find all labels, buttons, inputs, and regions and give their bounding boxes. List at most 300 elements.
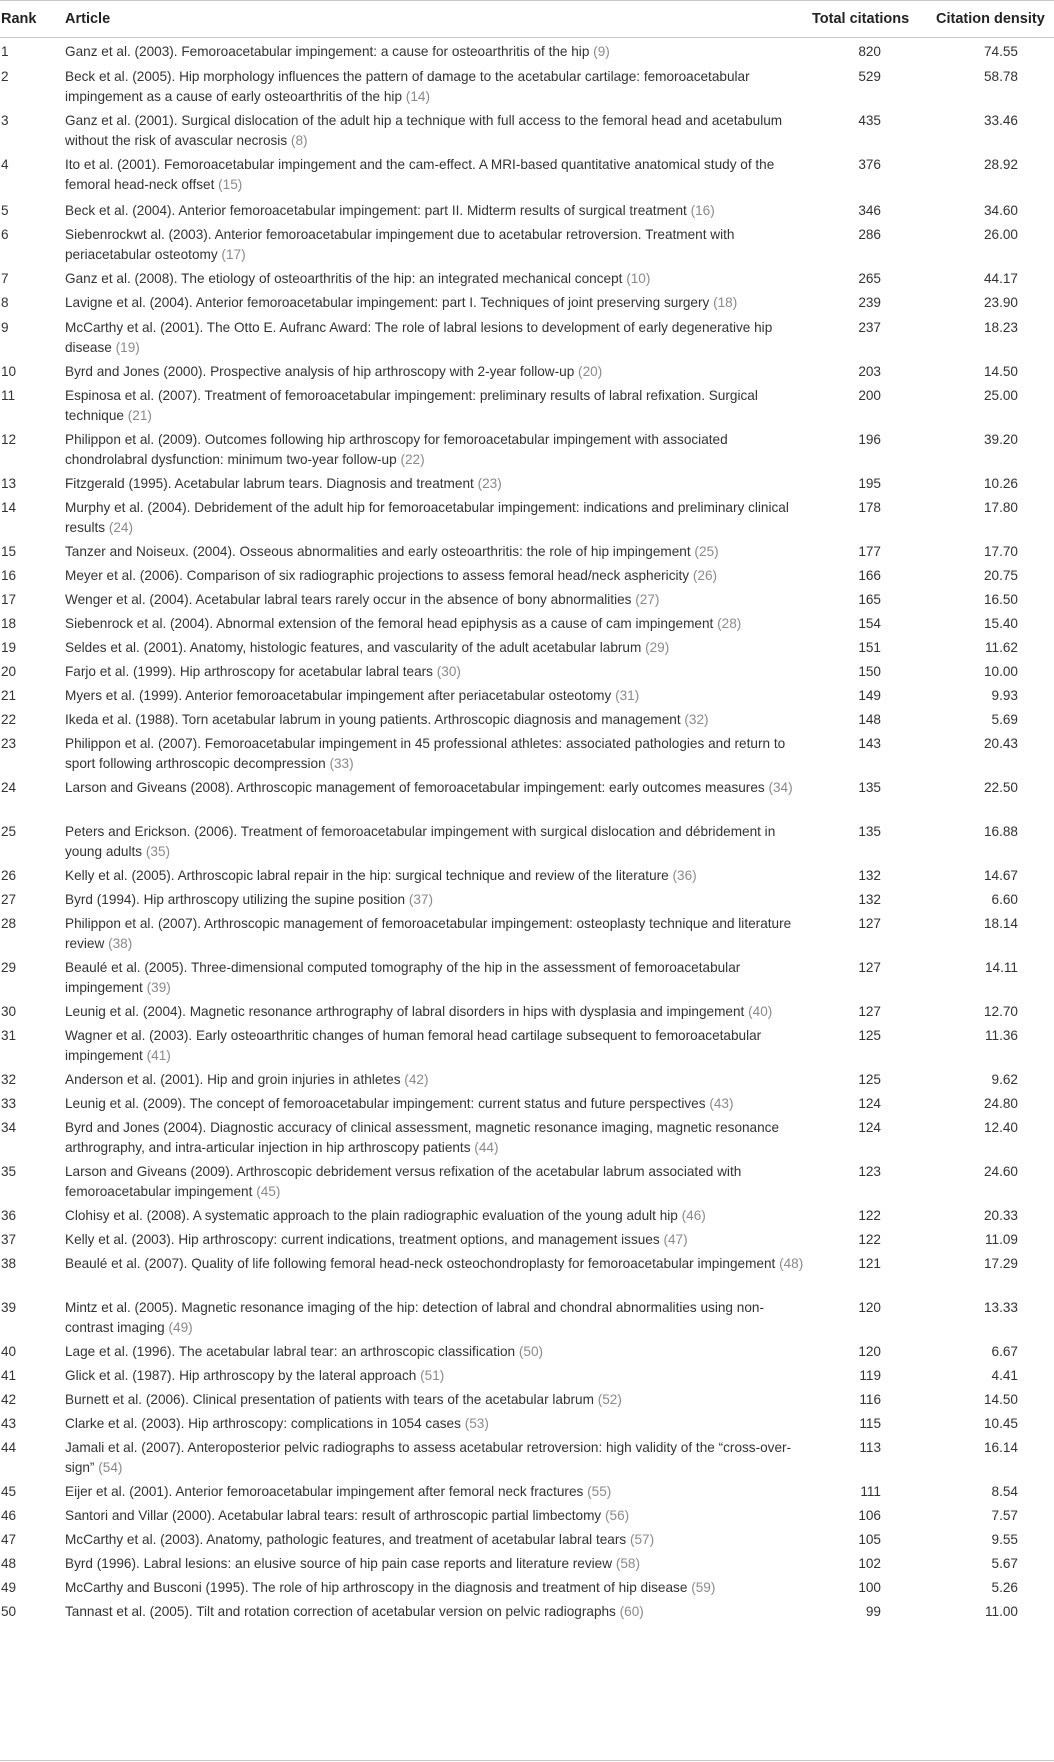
reference-link[interactable]: (33)	[329, 755, 354, 771]
article-cell	[65, 914, 805, 953]
article-text: Murphy et al. (2004). Debridement of the adult hip for femoroacetabular impingement: indications and preliminary clinical results	[65, 500, 789, 535]
rank-cell: 49	[1, 1580, 17, 1595]
total-citations-cell: 135	[858, 824, 881, 839]
article-cell	[65, 269, 805, 289]
rank-cell: 33	[1, 1096, 17, 1111]
article-text: Espinosa et al. (2007). Treatment of femoroacetabular impingement: preliminary results of labral refixation. Surgical technique	[65, 388, 758, 423]
total-citations-cell: 127	[858, 916, 881, 931]
citation-density-cell: 14.50	[983, 364, 1018, 379]
citation-density-cell: 9.62	[991, 1072, 1018, 1087]
article-cell	[65, 542, 805, 562]
article-cell	[65, 1094, 805, 1114]
article-cell	[65, 1162, 805, 1201]
reference-link[interactable]: (32)	[684, 712, 709, 727]
rank-cell: 47	[1, 1532, 17, 1547]
reference-link[interactable]: (55)	[587, 1484, 612, 1499]
article-cell	[65, 1414, 805, 1434]
total-citations-cell: 115	[859, 1416, 881, 1431]
total-citations-cell: 529	[858, 69, 881, 84]
rank-cell: 11	[1, 388, 16, 403]
citation-density-cell: 14.11	[984, 960, 1018, 975]
total-citations-cell: 125	[858, 1028, 881, 1043]
rank-cell: 20	[1, 664, 17, 679]
reference-link[interactable]: (50)	[518, 1344, 544, 1359]
article-text: Philippon et al. (2007). Femoroacetabular impingement in 45 professional athletes: associated pathologies and return to sport following arthroscopic decompression	[65, 736, 786, 771]
article-text: Kelly et al. (2005). Arthroscopic labral repair in the hip: surgical technique and review of the literature	[65, 868, 669, 883]
citation-density-cell: 12.70	[983, 1004, 1018, 1019]
citation-density-cell: 20.33	[983, 1208, 1018, 1223]
citation-density-cell: 9.55	[991, 1532, 1018, 1547]
header-rank: Rank	[1, 11, 37, 27]
reference-link[interactable]: (30)	[436, 664, 461, 679]
rank-cell: 41	[1, 1368, 17, 1383]
total-citations-cell: 286	[858, 227, 881, 242]
rank-cell: 5	[1, 203, 9, 218]
reference-link[interactable]: (59)	[691, 1580, 716, 1595]
reference-link[interactable]: (49)	[168, 1319, 193, 1335]
article-text: Tanzer and Noiseux. (2004). Osseous abnormalities and early osteoarthritis: the role of hip impingement	[65, 544, 691, 559]
reference-link[interactable]: (31)	[615, 688, 640, 703]
rank-cell: 35	[1, 1164, 17, 1179]
reference-link[interactable]: (53)	[464, 1416, 489, 1431]
rank-cell: 32	[1, 1072, 17, 1087]
article-cell	[65, 1530, 805, 1550]
total-citations-cell: 177	[858, 544, 881, 559]
article-text: Byrd and Jones (2000). Prospective analysis of hip arthroscopy with 2-year follow-up	[65, 364, 575, 379]
reference-link[interactable]: (10)	[626, 271, 651, 286]
citation-density-cell: 11.00	[984, 1604, 1018, 1619]
citation-density-cell: 58.78	[983, 69, 1018, 84]
article-text: Beck et al. (2005). Hip morphology influences the pattern of damage to the acetabular cartilage: femoroacetabular impingement as a cause of early osteoarthritis of the hip	[65, 69, 750, 104]
article-cell	[65, 1298, 805, 1337]
total-citations-cell: 106	[858, 1508, 881, 1523]
reference-link[interactable]: (58)	[615, 1556, 641, 1571]
bottom-rule	[0, 1760, 1054, 1761]
citation-density-cell: 16.14	[983, 1440, 1018, 1455]
article-cell	[65, 710, 805, 730]
citation-density-cell: 14.67	[983, 868, 1018, 883]
total-citations-cell: 105	[858, 1532, 881, 1547]
article-text: Eijer et al. (2001). Anterior femoroacetabular impingement after femoral neck fractures	[65, 1484, 584, 1499]
article-cell	[65, 1438, 805, 1477]
article-text: Ganz et al. (2001). Surgical dislocation of the adult hip a technique with full access to the femoral head and acetabulum without the risk of avascular necrosis	[65, 113, 783, 148]
citation-density-cell: 24.80	[983, 1096, 1018, 1111]
citation-density-cell: 44.17	[983, 271, 1018, 286]
total-citations-cell: 113	[859, 1440, 881, 1455]
article-text: Beck et al. (2004). Anterior femoroacetabular impingement: part II. Midterm results of surgical treatment	[65, 203, 687, 218]
reference-link[interactable]: (35)	[145, 843, 171, 859]
reference-link[interactable]: (21)	[127, 407, 152, 423]
total-citations-cell: 376	[858, 157, 881, 172]
total-citations-cell: 237	[858, 320, 881, 335]
article-cell	[65, 614, 805, 634]
rank-cell: 37	[1, 1232, 17, 1247]
article-text: Fitzgerald (1995). Acetabular labrum tears. Diagnosis and treatment	[65, 476, 474, 491]
citation-density-cell: 14.50	[983, 1392, 1018, 1407]
total-citations-cell: 346	[858, 203, 881, 218]
total-citations-cell: 195	[858, 476, 881, 491]
article-text: Larson and Giveans (2009). Arthroscopic debridement versus refixation of the acetabular labrum associated with femoroacetabular impingement	[65, 1164, 742, 1199]
total-citations-cell: 127	[858, 960, 881, 975]
rank-cell: 25	[1, 824, 17, 839]
rank-cell: 18	[1, 616, 17, 631]
citation-density-cell: 11.62	[984, 640, 1018, 655]
table-header	[0, 0, 1054, 38]
reference-link[interactable]: (18)	[713, 295, 738, 310]
reference-link[interactable]: (57)	[629, 1532, 655, 1547]
reference-link[interactable]: (46)	[681, 1208, 706, 1223]
rank-cell: 48	[1, 1556, 17, 1571]
article-text: Siebenrock et al. (2004). Abnormal extension of the femoral head epiphysis as a cause of cam impingement	[65, 616, 714, 631]
reference-link[interactable]: (51)	[420, 1368, 445, 1383]
rank-cell: 15	[1, 544, 17, 559]
reference-link[interactable]: (60)	[619, 1604, 644, 1619]
rank-cell: 29	[1, 960, 17, 975]
total-citations-cell: 154	[858, 616, 881, 631]
citation-density-cell: 16.88	[983, 824, 1018, 839]
citation-density-cell: 12.40	[983, 1120, 1018, 1135]
reference-link[interactable]: (44)	[474, 1139, 499, 1155]
article-cell	[65, 590, 805, 610]
citation-density-cell: 5.67	[991, 1556, 1018, 1571]
rank-cell: 39	[1, 1300, 17, 1315]
reference-link[interactable]: (28)	[717, 616, 742, 631]
article-cell	[65, 1342, 805, 1362]
article-text: Mintz et al. (2005). Magnetic resonance imaging of the hip: detection of labral and chondral abnormalities using non-contrast imaging	[65, 1300, 764, 1335]
article-cell	[65, 1482, 805, 1502]
rank-cell: 27	[1, 892, 17, 907]
reference-link[interactable]: (26)	[692, 568, 718, 583]
total-citations-cell: 143	[858, 736, 881, 751]
article-cell	[65, 1026, 805, 1065]
citation-density-cell: 23.90	[983, 295, 1018, 310]
reference-link[interactable]: (22)	[400, 451, 425, 467]
reference-link[interactable]: (38)	[108, 935, 133, 951]
rank-cell: 4	[1, 157, 9, 172]
article-cell	[65, 67, 805, 106]
total-citations-cell: 132	[858, 892, 881, 907]
article-cell	[65, 362, 805, 382]
total-citations-cell: 165	[858, 592, 881, 607]
total-citations-cell: 200	[858, 388, 881, 403]
header-citation-density: Citation density	[936, 11, 1045, 27]
article-cell	[65, 566, 805, 586]
article-cell	[65, 890, 805, 910]
article-text: Seldes et al. (2001). Anatomy, histologic features, and vascularity of the adult acetabular labrum	[65, 640, 642, 655]
article-cell	[65, 1230, 805, 1250]
rank-cell: 31	[1, 1028, 17, 1043]
total-citations-cell: 116	[859, 1392, 881, 1407]
article-cell	[65, 42, 805, 62]
total-citations-cell: 239	[858, 295, 881, 310]
rank-cell: 28	[1, 916, 17, 931]
article-cell	[65, 155, 805, 194]
reference-link[interactable]: (23)	[477, 476, 502, 491]
rank-cell: 43	[1, 1416, 17, 1431]
reference-link[interactable]: (54)	[98, 1459, 123, 1475]
citation-density-cell: 24.60	[983, 1164, 1018, 1179]
article-cell	[65, 1070, 805, 1090]
article-text: McCarthy et al. (2001). The Otto E. Aufranc Award: The role of labral lesions to development of early degenerative hip disease	[65, 320, 773, 355]
article-cell	[65, 498, 805, 537]
rank-cell: 9	[1, 320, 9, 335]
citation-density-cell: 10.26	[983, 476, 1018, 491]
total-citations-cell: 120	[858, 1344, 881, 1359]
reference-link[interactable]: (15)	[218, 176, 243, 192]
total-citations-cell: 125	[858, 1072, 881, 1087]
rank-cell: 50	[1, 1604, 17, 1619]
article-cell	[65, 958, 805, 997]
rank-cell: 22	[1, 712, 17, 727]
reference-link[interactable]: (17)	[221, 246, 246, 262]
reference-link[interactable]: (16)	[690, 203, 715, 218]
article-cell	[65, 1602, 805, 1622]
article-text: Glick et al. (1987). Hip arthroscopy by the lateral approach	[65, 1368, 417, 1383]
article-text: Wagner et al. (2003). Early osteoarthritic changes of human femoral head cartilage subsequent to femoroacetabular impingement	[65, 1028, 762, 1063]
rank-cell: 34	[1, 1120, 17, 1135]
rank-cell: 46	[1, 1508, 17, 1523]
article-cell	[65, 1506, 805, 1526]
reference-link[interactable]: (52)	[597, 1392, 622, 1407]
article-text: Byrd (1996). Labral lesions: an elusive source of hip pain case reports and literature review	[65, 1556, 613, 1571]
reference-link[interactable]: (24)	[108, 519, 134, 535]
total-citations-cell: 123	[858, 1164, 881, 1179]
article-text: Burnett et al. (2006). Clinical presentation of patients with tears of the acetabular labrum	[65, 1392, 594, 1407]
article-cell	[65, 638, 805, 658]
citation-density-cell: 10.00	[983, 664, 1018, 679]
reference-link[interactable]: (20)	[578, 364, 603, 379]
citation-density-cell: 16.50	[983, 592, 1018, 607]
reference-link[interactable]: (47)	[663, 1232, 688, 1247]
article-cell	[65, 1578, 805, 1598]
rank-cell: 14	[1, 500, 17, 515]
total-citations-cell: 150	[858, 664, 881, 679]
rank-cell: 16	[1, 568, 17, 583]
article-text: Lage et al. (1996). The acetabular labral tear: an arthroscopic classification	[65, 1344, 516, 1359]
citation-density-cell: 5.26	[991, 1580, 1018, 1595]
citation-density-cell: 6.67	[991, 1344, 1018, 1359]
reference-link[interactable]: (42)	[404, 1072, 429, 1087]
article-text: Kelly et al. (2003). Hip arthroscopy: current indications, treatment options, and management issues	[65, 1232, 660, 1247]
article-text: Clohisy et al. (2008). A systematic approach to the plain radiographic evaluation of the young adult hip	[65, 1208, 678, 1223]
article-text: Byrd (1994). Hip arthroscopy utilizing the supine position	[65, 892, 406, 907]
article-text: Peters and Erickson. (2006). Treatment of femoroacetabular impingement with surgical dislocation and débridement in young adults	[65, 824, 776, 859]
article-text: Farjo et al. (1999). Hip arthroscopy for acetabular labral tears	[65, 664, 433, 679]
article-cell	[65, 1206, 805, 1226]
rank-cell: 10	[1, 364, 17, 379]
article-cell	[65, 1366, 805, 1386]
reference-link[interactable]: (14)	[405, 88, 430, 104]
article-cell	[65, 686, 805, 706]
article-text: Anderson et al. (2001). Hip and groin injuries in athletes	[65, 1072, 401, 1087]
article-text: Santori and Villar (2000). Acetabular labral tears: result of arthroscopic partial limbectomy	[65, 1508, 602, 1523]
citation-density-cell: 13.33	[983, 1300, 1018, 1315]
reference-link[interactable]: (27)	[635, 592, 660, 607]
article-text: Jamali et al. (2007). Anteroposterior pelvic radiographs to assess acetabular retroversion: high validity of the “cross-over-sign”	[65, 1440, 792, 1475]
rank-cell: 38	[1, 1256, 17, 1271]
total-citations-cell: 102	[858, 1556, 881, 1571]
total-citations-cell: 119	[859, 1368, 881, 1383]
total-citations-cell: 149	[858, 688, 881, 703]
article-text: McCarthy et al. (2003). Anatomy, pathologic features, and treatment of acetabular labral tears	[65, 1532, 627, 1547]
reference-link[interactable]: (8)	[290, 132, 308, 148]
total-citations-cell: 127	[858, 1004, 881, 1019]
article-cell	[65, 201, 805, 221]
reference-link[interactable]: (9)	[593, 44, 610, 59]
citation-density-cell: 28.92	[983, 157, 1018, 172]
citation-density-cell: 18.14	[983, 916, 1018, 931]
article-cell	[65, 1554, 805, 1574]
article-cell	[65, 778, 805, 798]
article-cell	[65, 293, 805, 313]
article-cell	[65, 1390, 805, 1410]
citation-density-cell: 7.57	[991, 1508, 1018, 1523]
reference-link[interactable]: (56)	[604, 1508, 630, 1523]
header-total-citations: Total citations	[812, 11, 910, 27]
citation-density-cell: 74.55	[983, 44, 1018, 59]
citation-density-cell: 22.50	[983, 780, 1018, 795]
article-text: Ito et al. (2001). Femoroacetabular impingement and the cam-effect. A MRI-based quantitative anatomical study of the femoral head-neck offset	[65, 157, 775, 192]
article-cell	[65, 386, 805, 425]
rank-cell: 13	[1, 476, 17, 491]
rank-cell: 40	[1, 1344, 17, 1359]
article-text: Ganz et al. (2008). The etiology of osteoarthritis of the hip: an integrated mechanical concept	[65, 271, 623, 286]
citation-density-cell: 17.80	[983, 500, 1018, 515]
article-text: Leunig et al. (2004). Magnetic resonance arthrography of labral disorders in hips with dysplasia and impingement	[65, 1004, 745, 1019]
total-citations-cell: 111	[860, 1484, 881, 1499]
article-text: Meyer et al. (2006). Comparison of six radiographic projections to assess femoral head/neck asphericity	[65, 568, 690, 583]
reference-link[interactable]: (37)	[408, 892, 433, 907]
citation-density-cell: 8.54	[991, 1484, 1018, 1499]
citation-density-cell: 25.00	[983, 388, 1018, 403]
rank-cell: 42	[1, 1392, 17, 1407]
rank-cell: 7	[1, 271, 9, 286]
article-text: Leunig et al. (2009). The concept of femoroacetabular impingement: current status and future perspectives	[65, 1096, 706, 1111]
reference-link[interactable]: (43)	[709, 1096, 734, 1111]
rank-cell: 36	[1, 1208, 17, 1223]
article-cell	[65, 474, 805, 494]
citation-density-cell: 9.93	[991, 688, 1018, 703]
article-cell	[65, 318, 805, 357]
article-cell	[65, 430, 805, 469]
total-citations-cell: 435	[858, 113, 881, 128]
reference-link[interactable]: (19)	[115, 339, 140, 355]
article-text: Wenger et al. (2004). Acetabular labral tears rarely occur in the absence of bony abnormalities	[65, 592, 632, 607]
rank-cell: 3	[1, 113, 9, 128]
rank-cell: 44	[1, 1440, 17, 1455]
reference-link[interactable]: (45)	[256, 1183, 281, 1199]
total-citations-cell: 151	[858, 640, 881, 655]
reference-link[interactable]: (48)	[779, 1256, 804, 1271]
article-text: Tannast et al. (2005). Tilt and rotation correction of acetabular version on pelvic radiographs	[65, 1604, 616, 1619]
citation-density-cell: 39.20	[983, 432, 1018, 447]
citation-density-cell: 5.69	[991, 712, 1018, 727]
article-cell	[65, 734, 805, 773]
rank-cell: 1	[1, 44, 9, 59]
header-article: Article	[65, 11, 111, 27]
total-citations-cell: 122	[858, 1232, 881, 1247]
total-citations-cell: 124	[858, 1096, 881, 1111]
reference-link[interactable]: (41)	[146, 1047, 171, 1063]
article-cell	[65, 662, 805, 682]
total-citations-cell: 122	[858, 1208, 881, 1223]
total-citations-cell: 124	[858, 1120, 881, 1135]
article-cell	[65, 822, 805, 861]
citation-density-cell: 11.09	[984, 1232, 1018, 1247]
article-cell	[65, 1002, 805, 1022]
article-text: Byrd and Jones (2004). Diagnostic accuracy of clinical assessment, magnetic resonance imaging, magnetic resonance arthrography, and intra-articular injection in hip arthroscopy patients	[65, 1120, 780, 1155]
citation-density-cell: 18.23	[983, 320, 1018, 335]
rank-cell: 30	[1, 1004, 17, 1019]
total-citations-cell: 148	[858, 712, 881, 727]
article-text: Ganz et al. (2003). Femoroacetabular impingement: a cause for osteoarthritis of the hip	[65, 44, 590, 59]
rank-cell: 45	[1, 1484, 17, 1499]
total-citations-cell: 265	[858, 271, 881, 286]
rank-cell: 26	[1, 868, 17, 883]
article-text: Beaulé et al. (2007). Quality of life following femoral head-neck osteochondroplasty for femoroacetabular impingement	[65, 1256, 776, 1271]
article-text: Beaulé et al. (2005). Three-dimensional computed tomography of the hip in the assessment of femoroacetabular impingement	[65, 960, 741, 995]
total-citations-cell: 135	[858, 780, 881, 795]
article-text: Ikeda et al. (1988). Torn acetabular labrum in young patients. Arthroscopic diagnosis and management	[65, 712, 681, 727]
citation-density-cell: 6.60	[991, 892, 1018, 907]
citation-density-cell: 26.00	[983, 227, 1018, 242]
article-text: Clarke et al. (2003). Hip arthroscopy: complications in 1054 cases	[65, 1416, 461, 1431]
article-cell	[65, 225, 805, 264]
citation-density-cell: 10.45	[983, 1416, 1018, 1431]
article-cell	[65, 111, 805, 150]
total-citations-cell: 132	[858, 868, 881, 883]
citation-density-cell: 34.60	[983, 203, 1018, 218]
article-cell	[65, 1118, 805, 1157]
total-citations-cell: 203	[858, 364, 881, 379]
total-citations-cell: 99	[865, 1604, 881, 1619]
reference-link[interactable]: (34)	[768, 780, 793, 795]
rank-cell: 23	[1, 736, 17, 751]
citation-density-cell: 11.36	[984, 1028, 1018, 1043]
citation-density-cell: 4.41	[991, 1368, 1018, 1383]
reference-link[interactable]: (36)	[672, 868, 697, 883]
rank-cell: 21	[1, 688, 17, 703]
article-text: Myers et al. (1999). Anterior femoroacetabular impingement after periacetabular osteotomy	[65, 688, 612, 703]
reference-link[interactable]: (25)	[694, 544, 719, 559]
article-text: Siebenrockwt al. (2003). Anterior femoroacetabular impingement due to acetabular retroversion. Treatment with periacetabular osteotomy	[65, 227, 735, 262]
total-citations-cell: 166	[858, 568, 881, 583]
rank-cell: 17	[1, 592, 17, 607]
article-text: McCarthy and Busconi (1995). The role of hip arthroscopy in the diagnosis and treatment of hip disease	[65, 1580, 688, 1595]
total-citations-cell: 100	[858, 1580, 881, 1595]
total-citations-cell: 820	[858, 44, 881, 59]
article-text: Lavigne et al. (2004). Anterior femoroacetabular impingement: part I. Techniques of joint preserving surgery	[65, 295, 710, 310]
article-text: Larson and Giveans (2008). Arthroscopic management of femoroacetabular impingement: early outcomes measures	[65, 780, 765, 795]
citation-density-cell: 17.29	[983, 1256, 1018, 1271]
rank-cell: 6	[1, 227, 9, 242]
rank-cell: 19	[1, 640, 17, 655]
total-citations-cell: 120	[858, 1300, 881, 1315]
reference-link[interactable]: (39)	[146, 979, 171, 995]
citation-density-cell: 15.40	[983, 616, 1018, 631]
rank-cell: 24	[1, 780, 17, 795]
reference-link[interactable]: (29)	[645, 640, 670, 655]
reference-link[interactable]: (40)	[748, 1004, 773, 1019]
total-citations-cell: 121	[858, 1256, 881, 1271]
article-cell	[65, 866, 805, 886]
article-text: Philippon et al. (2009). Outcomes following hip arthroscopy for femoroacetabular impingement with associated chondrolabral dysfunction: minimum two-year follow-up	[65, 432, 728, 467]
article-cell	[65, 1254, 805, 1274]
article-text: Philippon et al. (2007). Arthroscopic management of femoroacetabular impingement: osteoplasty technique and literature review	[65, 916, 792, 951]
rank-cell: 2	[1, 69, 9, 84]
citation-density-cell: 33.46	[983, 113, 1018, 128]
citation-density-cell: 20.43	[983, 736, 1018, 751]
